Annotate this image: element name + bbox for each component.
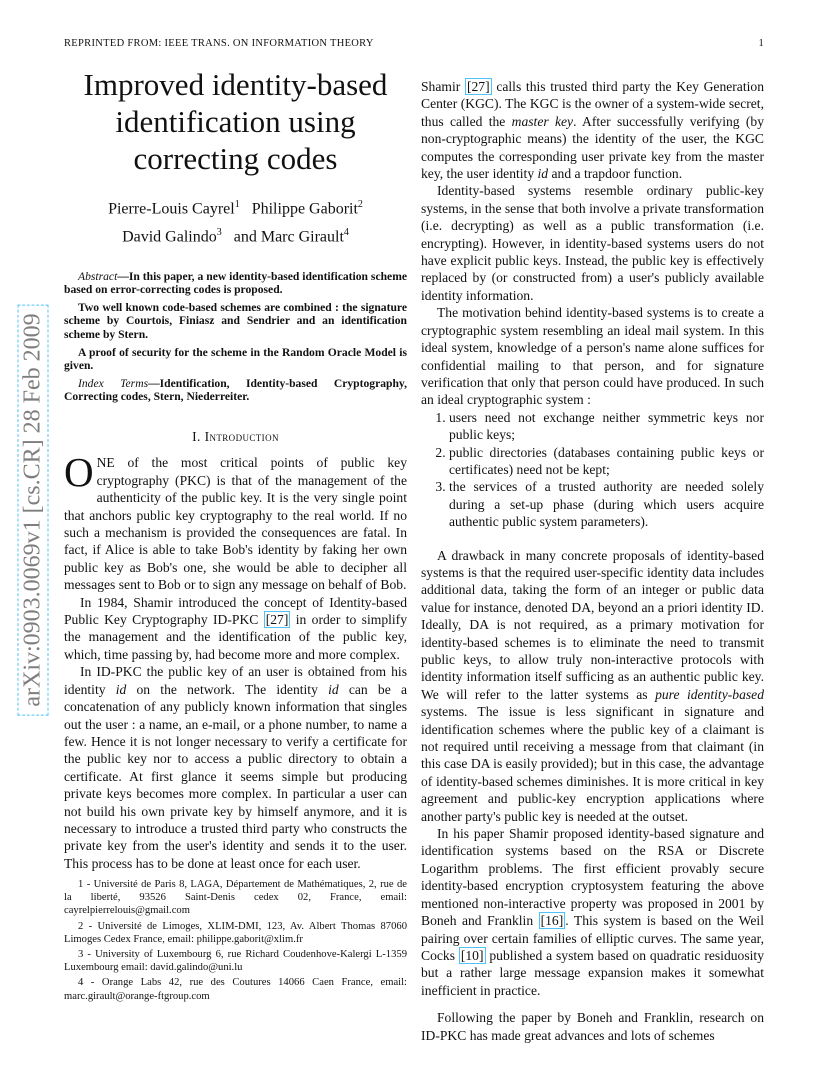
citation-link[interactable]: [10] bbox=[460, 947, 484, 963]
footnote: 1 - Université de Paris 8, LAGA, Département de Mathématiques, 2, rue de la liberté, 93526 Saint-Denis cedex 02, France, email: cayrelpierrelouis@gmail.com bbox=[64, 879, 407, 917]
abstract-p2: Two well known code-based schemes are combined : the signature scheme by Courtois, Finiasz and Sendrier and an identification scheme by Stern. bbox=[64, 300, 407, 342]
ideal-system-list bbox=[421, 409, 764, 531]
paragraph-text: and a trapdoor function. bbox=[548, 166, 683, 182]
arxiv-stamp-text[interactable]: arXiv:0903.0069v1 [cs.CR] 28 Feb 2009 bbox=[18, 304, 49, 715]
section-number: I. bbox=[192, 429, 201, 444]
paragraph-text: on the network. The identity bbox=[126, 681, 329, 697]
header-journal: REPRINTED FROM: IEEE TRANS. ON INFORMATION THEORY bbox=[64, 38, 374, 49]
author-affil: 1 bbox=[234, 199, 240, 210]
author-affil: 4 bbox=[343, 227, 349, 239]
paragraph-text: . After successfully verifying (by non-cryptographic means) the identity of the user, the KGC computes the corresponding user private key from the master key, the user identity bbox=[421, 113, 764, 182]
paragraph-text: Shamir bbox=[421, 79, 465, 94]
motivation-paragraph: The motivation behind identity-based systems is to create a cryptographic system resembling an ideal mail system. In this ideal system, knowledge of a person's name alone suffices for confidential mailing to that person, and for signature verification that only that person could have produced. In such an ideal cryptographic system : bbox=[421, 305, 764, 408]
paragraph-text: of the most critical points of public key cryptography (PKC) is that of the management of the authenticity of the public key. It is the very single point that anchors public key cryptography to the real world. If no such a mechanism is provided the consequences are fatal. In fact, if Alice is able to take Bob's identity by faking her own public key as Bob's one, she would be able to decipher all messages sent to Bob or to sign any message on behalf of Bob. bbox=[64, 455, 407, 593]
citation-link[interactable]: [27] bbox=[265, 612, 289, 628]
author-block bbox=[64, 193, 407, 250]
citation-link[interactable]: [16] bbox=[540, 913, 564, 929]
drawback-paragraph bbox=[421, 547, 764, 826]
identity-systems-paragraph: Identity-based systems resemble ordinary public-key systems, in the sense that both involve a private transformation (i.e. decrypting) as well as a public transformation (i.e. encrypting). However, in identity-based systems users do not have explicit public keys. Instead, the public key is effectively replaced by (or constructed from) a user's publicly available identity information. bbox=[421, 183, 764, 303]
identity-symbol: id bbox=[537, 166, 549, 182]
index-terms-label: Index Terms bbox=[78, 376, 149, 390]
index-terms-text: —Identification, Identity-based Cryptography, Correcting codes, Stern, Niederreiter. bbox=[64, 376, 407, 404]
paragraph-text: A drawback in many concrete proposals of identity-based systems is that the required user-specific identity data includes additional data, taking the form of an integer or public data value for instance, denoted DA, beyond an a priori identity ID. Ideally, DA is not required, as a primary motivation for identity-based schemes is to eliminate the need to transmit public keys, to allow truly non-interactive protocols with identity information itself sufficing as an authentic public key. We will refer to the latter systems as bbox=[421, 547, 764, 702]
author-affil: 2 bbox=[357, 199, 363, 210]
paragraph-text: In ID-PKC the public key of an user is obtained from his identity bbox=[64, 664, 407, 697]
running-header bbox=[64, 38, 764, 54]
drop-cap-tail: NE bbox=[96, 455, 115, 471]
intro-paragraph-1 bbox=[64, 449, 407, 593]
abstract-label: Abstract bbox=[78, 269, 118, 283]
paragraph-text: published a system based on quadratic residuosity but a rather large message expansion makes it somewhat inefficient in practice. bbox=[421, 947, 764, 998]
shamir-paragraph bbox=[421, 825, 764, 999]
author-affil: 3 bbox=[216, 227, 222, 239]
intro-paragraph-2 bbox=[64, 594, 407, 664]
paragraph-text: In 1984, Shamir introduced the concept of Identity-based Public Key Cryptography ID-PKC bbox=[64, 594, 407, 628]
author-line-2 bbox=[64, 221, 407, 249]
paragraph-text: can be a concatenation of any publicly known information that singles out the user : a name, an e-mail, or a phone number, to name a few. Hence it is not longer necessary to verify a certificate for the public key nor to access a public directory to obtain a certificate. At first glance it seems simple but producing private keys becomes more complex. In particular a user can not build his own private key by himself anymore, and it is necessary to introduce a trusted third party who constructs the private key from the user's identity and sends it to the user. This process has to be done at least once for each user. bbox=[64, 681, 407, 871]
abstract-text: —In this paper, a new identity-based identification scheme based on error-correcting codes is proposed. bbox=[64, 269, 407, 297]
citation-link[interactable]: [27] bbox=[466, 79, 490, 94]
arxiv-stamp[interactable] bbox=[18, 270, 48, 750]
author-name: Pierre-Louis Cayrel bbox=[108, 200, 235, 218]
paragraph-text: In his paper Shamir proposed identity-based signature and identification systems based on the RSA or Discrete Logarithm problems. The first efficient provably secure identity-based encryption cryptosystem featuring the above mentioned non-interactive property was proposed in 2001 by Boneh and Franklin bbox=[421, 826, 764, 929]
paragraph-gap bbox=[421, 999, 764, 1009]
footnote: 2 - Université de Limoges, XLIM-DMI, 123, Av. Albert Thomas 87060 Limoges Cedex France, email: philippe.gaborit@xlim.fr bbox=[64, 920, 407, 945]
intro-paragraph-3 bbox=[64, 663, 407, 872]
left-column bbox=[64, 66, 407, 872]
author-name: Philippe Gaborit bbox=[251, 200, 358, 218]
identity-symbol: id bbox=[115, 681, 127, 697]
master-key-term: master key bbox=[511, 113, 574, 129]
author-name: David Galindo bbox=[122, 228, 217, 246]
section-heading bbox=[64, 428, 407, 445]
footnotes bbox=[64, 878, 407, 1005]
pure-identity-term: pure identity-based bbox=[655, 686, 764, 702]
list-item: 2. public directories (databases containing public keys or certificates) need not be kept; bbox=[449, 444, 764, 479]
section-title: Introduction bbox=[204, 429, 279, 444]
abstract-p1 bbox=[64, 270, 407, 297]
paragraph-text: calls this trusted third party the Key Generation Center (KGC). The KGC is the owner of a system-wide secret, thus called the bbox=[421, 79, 764, 129]
following-paragraph: Following the paper by Boneh and Franklin, research on ID-PKC has made great advances and lots of schemes bbox=[421, 1010, 764, 1043]
list-item: 3. the services of a trusted authority are needed solely during a set-up phase (during which users acquire authentic public system parameters). bbox=[449, 478, 764, 530]
list-item: 1. users need not exchange neither symmetric keys nor public keys; bbox=[449, 409, 764, 444]
footnote: 3 - University of Luxembourg 6, rue Richard Coudenhove-Kalergi L-1359 Luxembourg email: david.galindo@uni.lu bbox=[64, 949, 407, 974]
paragraph-text: systems. The issue is less significant in signature and identification schemes where the public key of a claimant is not required until receiving a message from that claimant (in this case DA is easily provided); but in this case, the advantage of identity-based schemes diminishes. It is more critical in key agreement and public-key encryption applications where another party's public key is needed at the outset. bbox=[421, 704, 764, 824]
right-column bbox=[421, 78, 764, 1044]
footnote: 4 - Orange Labs 42, rue des Coutures 14066 Caen France, email: marc.girault@orange-ftgroup.com bbox=[64, 977, 407, 1002]
abstract-p3: A proof of security for the scheme in the Random Oracle Model is given. bbox=[64, 345, 407, 373]
paragraph-text: . This system is based on the Weil pairing over certain families of elliptic curves. The same year, Cocks bbox=[421, 913, 764, 963]
page-number: 1 bbox=[758, 38, 764, 49]
paper-title: Improved identity-based identification using correcting codes bbox=[83, 67, 388, 176]
paragraph-text: in order to simplify the management and the identification of the public key, which, time passing by, had become more and more complex. bbox=[64, 612, 407, 662]
kgc-paragraph bbox=[421, 78, 764, 182]
identity-symbol: id bbox=[328, 681, 339, 697]
author-line-1 bbox=[64, 193, 407, 221]
drop-cap: O bbox=[64, 449, 94, 496]
author-name: and Marc Girault bbox=[233, 228, 344, 246]
index-terms bbox=[64, 377, 407, 404]
